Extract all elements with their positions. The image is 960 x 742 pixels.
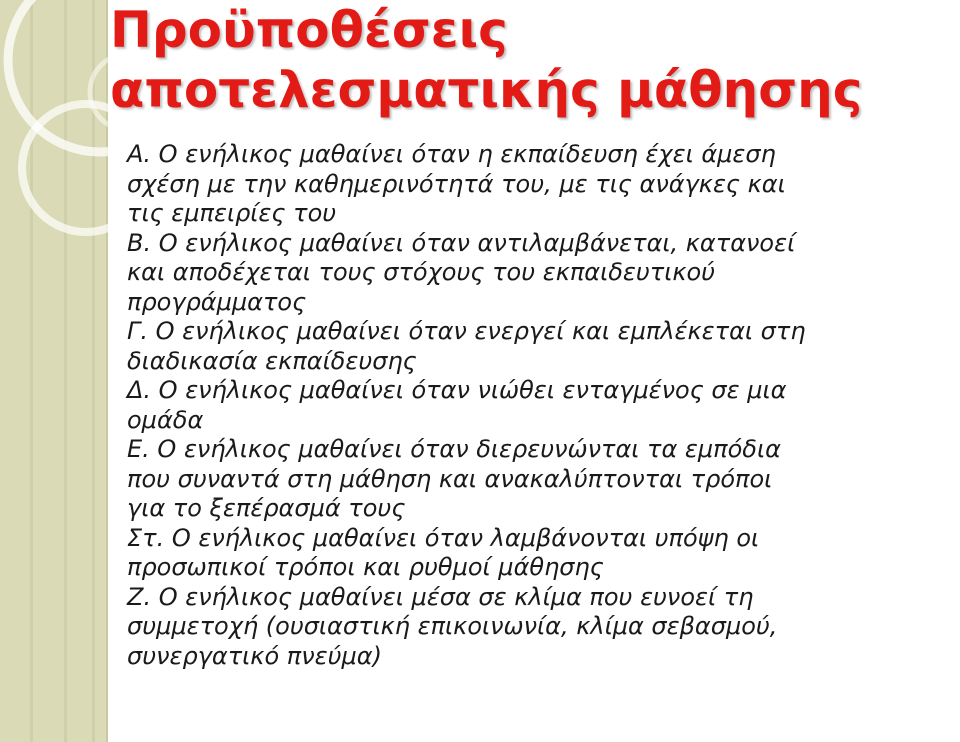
- title-line: Προϋποθέσεις: [110, 1, 508, 59]
- item-line: προγράμματος: [127, 287, 307, 316]
- item-line: διαδικασία εκπαίδευσης: [127, 346, 417, 375]
- condition-item-st: [127, 524, 957, 583]
- item-line: σχέση με την καθημερινότητά του, με τις ανάγκες και: [127, 169, 786, 198]
- item-line: συνεργατικό πνεύμα): [127, 641, 382, 670]
- condition-item-z: [127, 583, 957, 672]
- item-line: συμμετοχή (ουσιαστική επικοινωνία, κλίμα σεβασμού,: [127, 612, 778, 640]
- condition-item-b: [127, 229, 957, 318]
- item-line: που συναντά στη μάθηση και ανακαλύπτονται τρόποι: [127, 464, 773, 493]
- item-line: για το ξεπέρασμά τους: [127, 494, 406, 522]
- slide-title: [110, 0, 950, 120]
- item-line: τις εμπειρίες του: [127, 199, 337, 227]
- title-line: αποτελεσματικής μάθησης: [110, 61, 863, 119]
- item-line: Ζ. Ο ενήλικος μαθαίνει μέσα σε κλίμα που ευνοεί τη: [127, 582, 754, 611]
- condition-item-c: [127, 317, 957, 376]
- condition-item-e: [127, 435, 957, 524]
- item-line: Γ. Ο ενήλικος μαθαίνει όταν ενεργεί και εμπλέκεται στη: [127, 317, 806, 345]
- left-decorative-band: [0, 0, 108, 742]
- item-line: Β. Ο ενήλικος μαθαίνει όταν αντιλαμβάνεται, κατανοεί: [127, 228, 796, 257]
- item-line: και αποδέχεται τους στόχους του εκπαιδευτικού: [127, 258, 716, 286]
- condition-item-a: [127, 140, 957, 229]
- condition-item-d: [127, 376, 957, 435]
- conditions-list: [127, 140, 957, 671]
- item-line: Δ. Ο ενήλικος μαθαίνει όταν νιώθει ενταγμένος σε μια: [127, 376, 787, 404]
- item-line: ομάδα: [127, 405, 204, 434]
- item-line: προσωπικοί τρόποι και ρυθμοί μάθησης: [127, 553, 604, 581]
- item-line: Ε. Ο ενήλικος μαθαίνει όταν διερευνώνται τα εμπόδια: [127, 435, 781, 463]
- item-line: Στ. Ο ενήλικος μαθαίνει όταν λαμβάνονται υπόψη οι: [127, 523, 760, 552]
- item-line: Α. Ο ενήλικος μαθαίνει όταν η εκπαίδευση έχει άμεση: [127, 140, 776, 168]
